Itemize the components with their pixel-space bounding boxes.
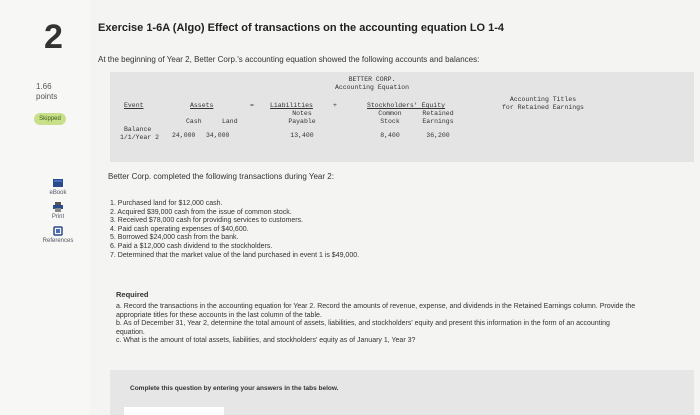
event-header: Event bbox=[124, 102, 144, 109]
references-icon bbox=[52, 226, 64, 236]
accounting-titles-header: Accounting Titles bbox=[509, 96, 577, 103]
cash-balance: 24,000 bbox=[172, 132, 196, 139]
points-label: points bbox=[36, 92, 58, 101]
question-content bbox=[96, 0, 700, 415]
complete-prompt: Complete this question by entering your answers in the tabs below. bbox=[130, 385, 339, 392]
exercise-title: Exercise 1-6A (Algo) Effect of transactions on the accounting equation LO 1-4 bbox=[98, 22, 505, 34]
plus-sign: + bbox=[333, 102, 337, 109]
question-number: 2 bbox=[44, 18, 63, 56]
notes-payable-balance: 13,400 bbox=[290, 132, 314, 139]
transactions-list bbox=[110, 200, 359, 260]
equation-subtitle: Accounting Equation bbox=[334, 84, 410, 91]
accounting-equation-panel bbox=[110, 72, 694, 162]
company-name: BETTER CORP. bbox=[348, 76, 396, 83]
references-label: References bbox=[42, 238, 74, 244]
equity-header: Stockholders' Equity bbox=[367, 102, 446, 109]
list-item: 3. Received $78,000 cash for providing services to customers. bbox=[110, 217, 303, 225]
transactions-intro: Better Corp. completed the following transactions during Year 2: bbox=[108, 172, 334, 181]
balance-label: Balance bbox=[124, 126, 152, 133]
list-item: 4. Paid cash operating expenses of $40,600. bbox=[110, 225, 249, 233]
balance-date: 1/1/Year 2 bbox=[120, 134, 160, 141]
payable-label: Payable bbox=[288, 118, 316, 125]
retained-earnings-balance: 36,200 bbox=[426, 132, 450, 139]
printer-icon bbox=[52, 202, 64, 212]
cash-header: Cash bbox=[186, 118, 202, 125]
accounting-titles-header-line2: for Retained Earnings bbox=[502, 104, 584, 111]
required-heading: Required bbox=[116, 290, 149, 299]
answer-tabs-panel bbox=[110, 370, 694, 415]
ebook-label: eBook bbox=[49, 190, 67, 196]
book-icon bbox=[52, 178, 64, 188]
skipped-badge: Skipped bbox=[34, 113, 66, 125]
retained-label: Retained bbox=[422, 110, 454, 117]
notes-label: Notes bbox=[292, 110, 312, 117]
stock-label: Stock bbox=[380, 118, 400, 125]
list-item: 2. Acquired $39,000 cash from the issue of common stock. bbox=[110, 208, 292, 216]
answer-tab[interactable] bbox=[124, 407, 224, 415]
liabilities-header: Liabilities bbox=[270, 102, 313, 109]
land-header: Land bbox=[222, 118, 238, 125]
land-balance: 34,000 bbox=[206, 132, 230, 139]
list-item: 6. Paid a $12,000 cash dividend to the stockholders. bbox=[110, 242, 273, 250]
list-item: 1. Purchased land for $12,000 cash. bbox=[110, 200, 223, 207]
list-item: b. As of December 31, Year 2, determine the total amount of assets, liabilities, and stockholders' equity and present this information in the form of an accounting equation. bbox=[116, 320, 610, 336]
print-label: Print bbox=[51, 214, 65, 220]
earnings-label: Earnings bbox=[422, 118, 454, 125]
ebook-button[interactable] bbox=[36, 178, 80, 196]
left-rail bbox=[0, 0, 90, 415]
required-list bbox=[116, 303, 636, 346]
assets-header: Assets bbox=[190, 102, 214, 109]
exercise-intro: At the beginning of Year 2, Better Corp.'s accounting equation showed the following accounts and balances: bbox=[98, 55, 480, 64]
list-item: c. What is the amount of total assets, liabilities, and stockholders' equity as of January 1, Year 3? bbox=[116, 337, 416, 345]
common-label: Common bbox=[378, 110, 402, 117]
points-display bbox=[36, 82, 57, 102]
equals-sign: = bbox=[250, 102, 254, 109]
common-stock-balance: 8,400 bbox=[380, 132, 400, 139]
references-button[interactable] bbox=[36, 226, 80, 244]
list-item: 7. Determined that the market value of the land purchased in event 1 is $49,000. bbox=[110, 251, 360, 259]
print-button[interactable] bbox=[36, 202, 80, 220]
list-item: 5. Borrowed $24,000 cash from the bank. bbox=[110, 234, 239, 242]
list-item: a. Record the transactions in the accounting equation for Year 2. Record the amounts of revenue, expense, and dividends in the Retained Earnings column. Provide the appropriate titles for these accounts in the last column of the table. bbox=[116, 303, 636, 319]
points-value: 1.66 bbox=[36, 82, 52, 91]
